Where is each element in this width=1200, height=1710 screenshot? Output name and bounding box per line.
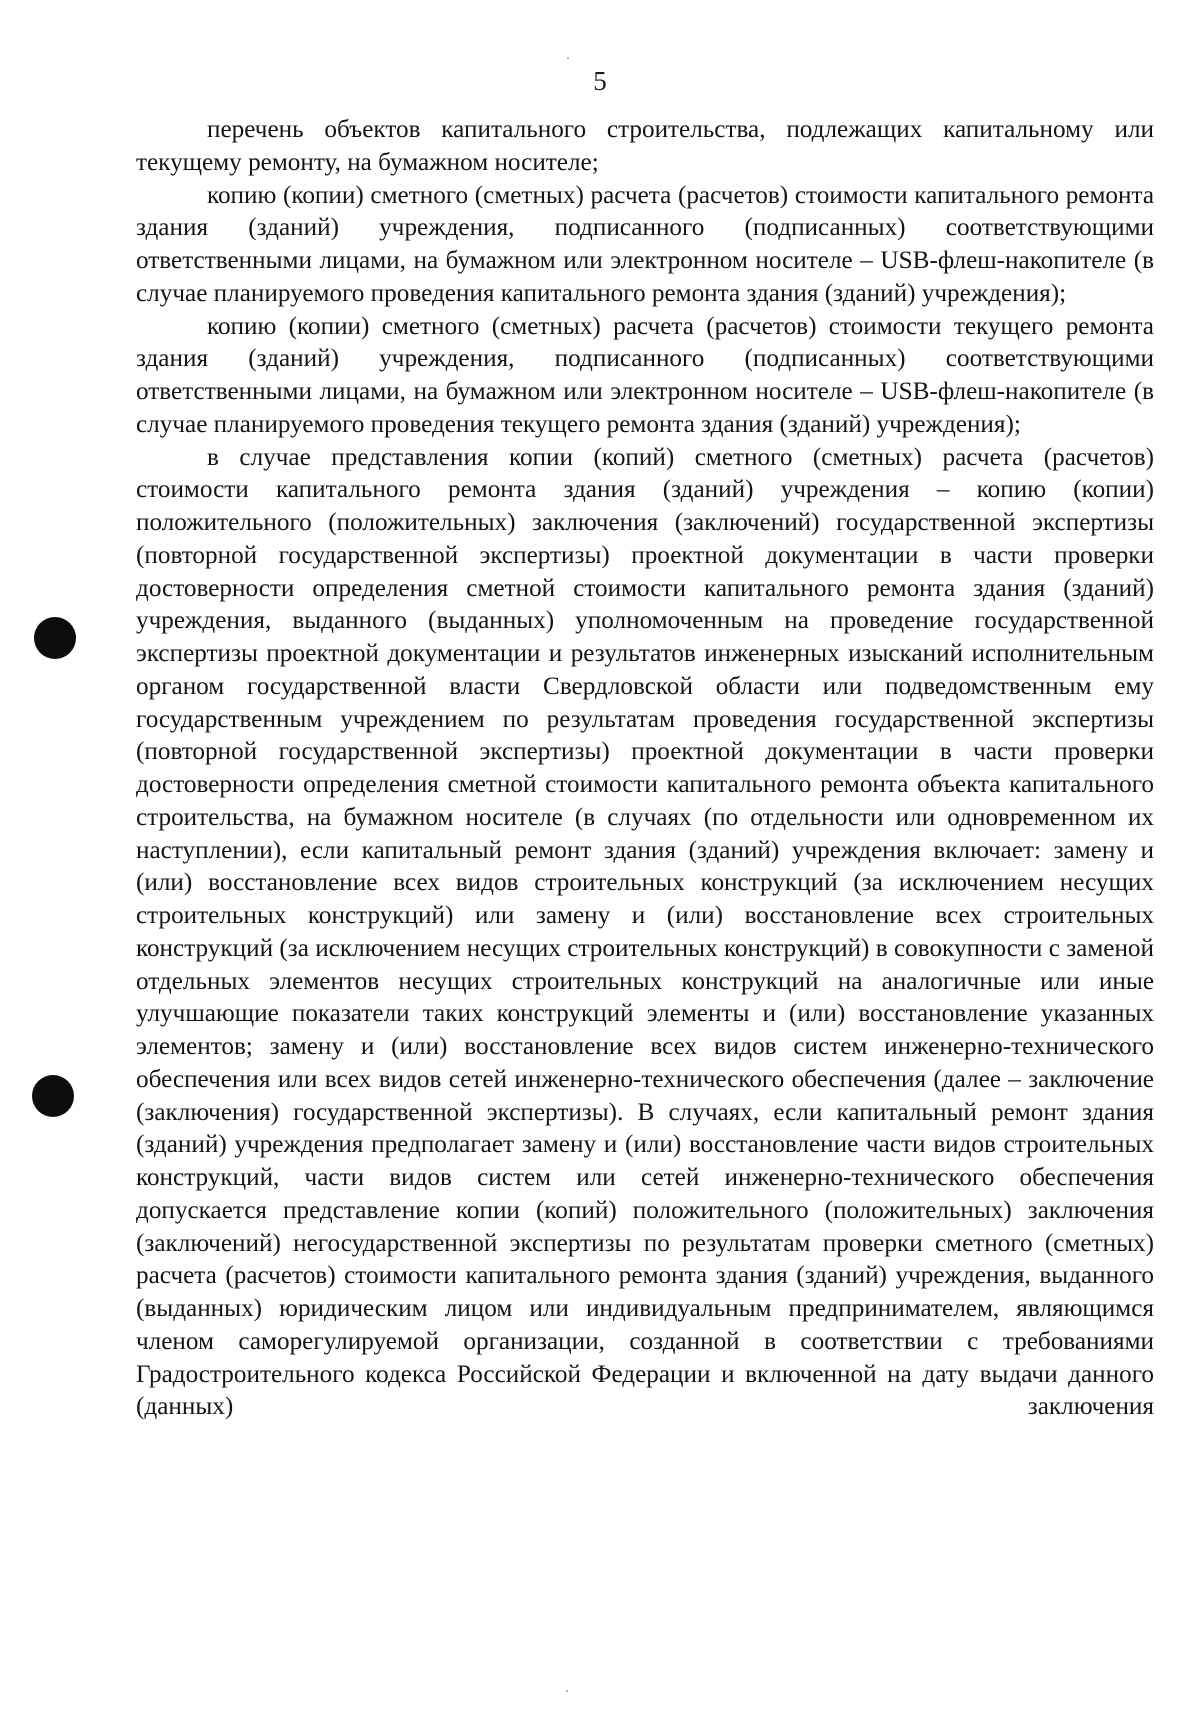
page-number: 5	[593, 66, 607, 96]
scan-speck	[566, 1690, 568, 1692]
document-body	[136, 114, 1154, 1424]
paragraph-list-of-objects: перечень объектов капитального строительства, подлежащих капитальному или текущему ремонту, на бумажном носителе;	[136, 116, 1154, 176]
scan-speck	[567, 57, 569, 59]
paragraph-capital-repair-estimate: копию (копии) сметного (сметных) расчета (расчетов) стоимости капитального ремонта здания (зданий) учреждения, подписанного (подписанных) соответствующими ответственными лицами, на бумажном или электронном носителе – USB-флеш-накопителе (в случае планируемого проведения капитального ремонта здания (зданий) учреждения);	[136, 181, 1154, 307]
binder-hole-lower	[32, 1075, 74, 1117]
paragraph-current-repair-estimate: копию (копии) сметного (сметных) расчета (расчетов) стоимости текущего ремонта здания (зданий) учреждения, подписанного (подписанных) соответствующими ответственными лицами, на бумажном или электронном носителе – USB-флеш-накопителе (в случае планируемого проведения текущего ремонта здания (зданий) учреждения);	[136, 312, 1154, 438]
paragraph-state-expertise: в случае представления копии (копий) сметного (сметных) расчета (расчетов) стоимости капитального ремонта здания (зданий) учреждения – копию (копии) положительного (положительных) заключения (заключений) государственной экспертизы (повторной государственной экспертизы) проектной документации в части проверки достоверности определения сметной стоимости капитального ремонта здания (зданий) учреждения, выданного (выданных) уполномоченным на проведение государственной экспертизы проектной документации и результатов инженерных изысканий исполнительным органом государственной власти Свердловской области или подведомственным ему государственным учреждением по результатам проведения государственной экспертизы (повторной государственной экспертизы) проектной документации в части проверки достоверности определения сметной стоимости капитального ремонта объекта капитального строительства, на бумажном носителе (в случаях (по отдельности или одновременном их наступлении), если капитальный ремонт здания (зданий) учреждения включает: замену и (или) восстановление всех видов строительных конструкций (за исключением несущих строительных конструкций) или замену и (или) восстановление всех строительных конструкций (за исключением несущих строительных конструкций) в совокупности с заменой отдельных элементов несущих строительных конструкций на аналогичные или иные улучшающие показатели таких конструкций элементы и (или) восстановление указанных элементов; замену и (или) восстановление всех видов систем инженерно-технического обеспечения или всех видов сетей инженерно-технического обеспечения (далее – заключение (заключения) государственной экспертизы). В случаях, если капитальный ремонт здания (зданий) учреждения предполагает замену и (или) восстановление части видов строительных конструкций, части видов систем или сетей инженерно-технического обеспечения допускается представление копии (копий) положительного (положительных) заключения (заключений) негосударственной экспертизы по результатам проверки сметного (сметных) расчета (расчетов) стоимости капитального ремонта здания (зданий) учреждения, выданного (выданных) юридическим лицом или индивидуальным предпринимателем, являющимся членом саморегулируемой организации, созданной в соответствии с требованиями Градостроительного кодекса Российской Федерации и включенной на дату выдачи данного (данных) заключения	[136, 443, 1154, 1421]
binder-hole-upper	[34, 617, 76, 659]
